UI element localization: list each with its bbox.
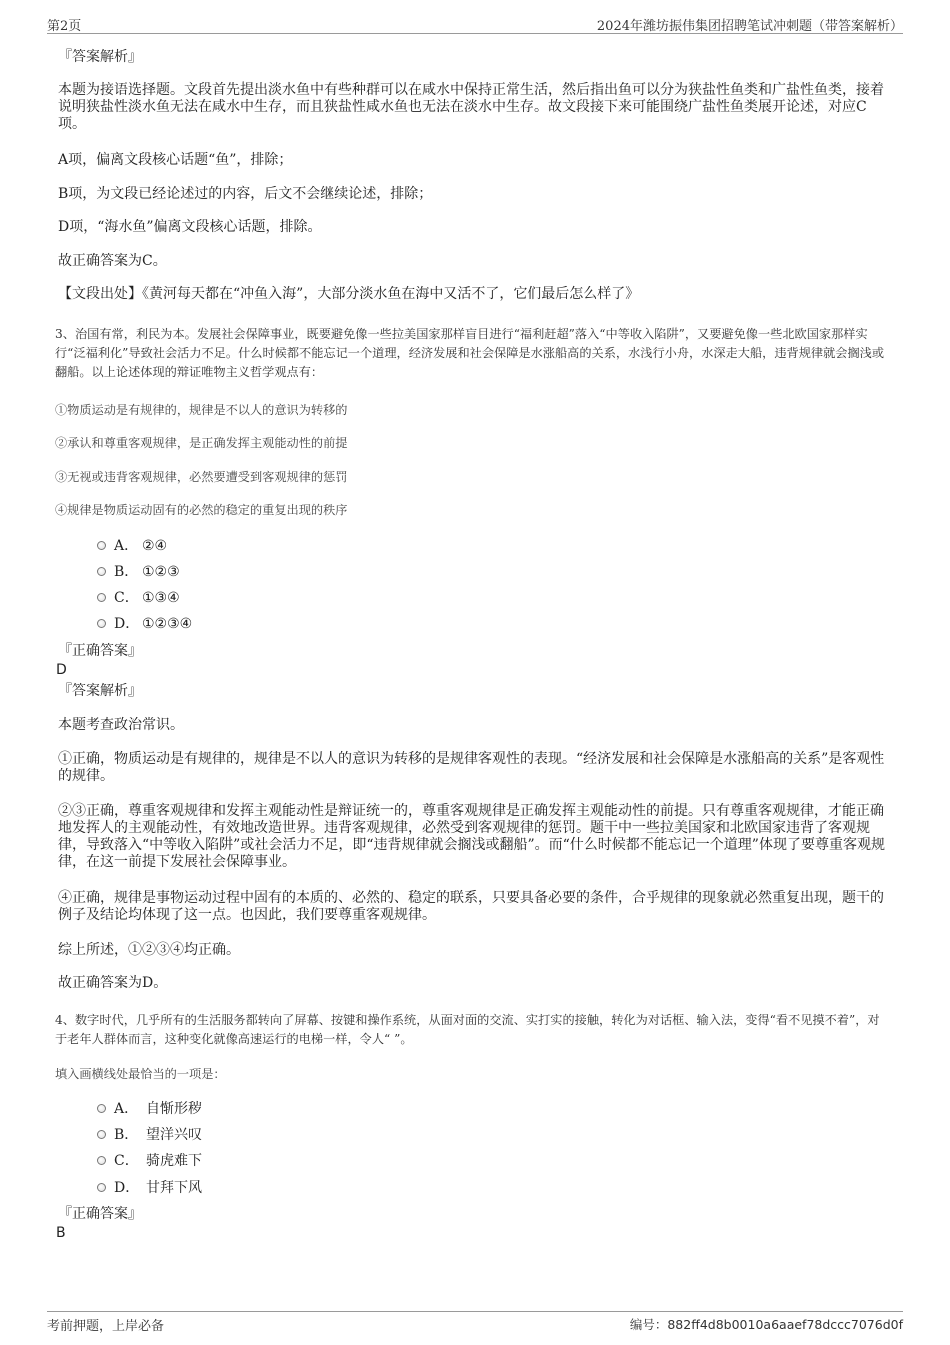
q4-option-d[interactable]: D． 甘拜下风 bbox=[97, 1180, 202, 1197]
q3-analysis-paragraph: ④正确，规律是事物运动过程中固有的本质的、必然的、稳定的联系，只要具备必要的条件，合乎规律的现象就必然重复出现，题干的例子及结论均体现了这一点。也因此，我们要尊重客观规律。 bbox=[58, 890, 884, 923]
q2-analysis-paragraph: 本题为接语选择题。文段首先提出淡水鱼中有些种群可以在咸水中保持正常生活，然后指出鱼可以分为狭盐性鱼类和广盐性鱼类，接着说明狭盐性淡水鱼无法在咸水中生存，而且狭盐性咸水鱼也无法在淡水中生存。故文段接下来可能围绕广盐性鱼类展开论述，对应C项。 bbox=[58, 82, 884, 132]
radio-icon[interactable] bbox=[97, 1183, 106, 1192]
q4-option-c[interactable]: C． 骑虎难下 bbox=[97, 1153, 202, 1170]
q2-analysis-paragraph: B项，为文段已经论述过的内容，后文不会继续论述，排除； bbox=[58, 186, 433, 202]
q3-statement: ②承认和尊重客观规律，是正确发挥主观能动性的前提 bbox=[55, 436, 348, 450]
radio-icon[interactable] bbox=[97, 1104, 106, 1113]
q4-option-a[interactable]: A． 自惭形秽 bbox=[97, 1101, 202, 1118]
q3-option-a[interactable]: A． ②④ bbox=[97, 538, 167, 555]
q4-stem: 4、数字时代，几乎所有的生活服务都转向了屏幕、按键和操作系统，从面对面的交流、实打实的接触，转化为对话框、输入法，变得“看不见摸不着”，对于老年人群体而言，这种变化就像高速运行的电梯一样，令人“ ”。 bbox=[55, 1013, 880, 1046]
page-number: 第2页 bbox=[47, 19, 82, 34]
q3-option-b[interactable]: B． ①②③ bbox=[97, 564, 180, 581]
radio-icon[interactable] bbox=[97, 541, 106, 550]
q3-statement: ①物质运动是有规律的，规律是不以人的意识为转移的 bbox=[55, 403, 348, 417]
q4-option-b[interactable]: B． 望洋兴叹 bbox=[97, 1127, 202, 1144]
q2-source: 【文段出处】《黄河每天都在“冲鱼入海”，大部分淡水鱼在海中又活不了，它们最后怎么样了》 bbox=[58, 286, 640, 302]
radio-icon[interactable] bbox=[97, 567, 106, 576]
radio-icon[interactable] bbox=[97, 1130, 106, 1139]
q3-analysis-paragraph: ②③正确，尊重客观规律和发挥主观能动性是辩证统一的，尊重客观规律是正确发挥主观能动性的前提。只有尊重客观规律，才能正确地发挥人的主观能动性，有效地改造世界。违背客观规律，必然受到客观规律的惩罚。题干中一些拉美国家和北欧国家违背了客观规律，导致落入“中等收入陷阱”或社会活力不足，即“违背规律就会搁浅或翻船”。而“什么时候都不能忘记一个道理”体现了要尊重客观规律，在这一前提下发展社会保障事业。 bbox=[58, 803, 885, 870]
radio-icon[interactable] bbox=[97, 619, 106, 628]
footer-slogan: 考前押题，上岸必备 bbox=[47, 1319, 165, 1334]
q4-prompt: 填入画横线处最恰当的一项是： bbox=[55, 1067, 226, 1081]
q3-analysis-paragraph: ①正确，物质运动是有规律的，规律是不以人的意识为转移的是规律客观性的表现。“经济发展和社会保障是水涨船高的关系”是客观性的规律。 bbox=[58, 751, 885, 784]
page-footer bbox=[47, 1311, 903, 1334]
document-title: 2024年潍坊振伟集团招聘笔试冲刺题（带答案解析） bbox=[596, 19, 903, 34]
document-code: 编号：882ff4d8b0010a6aaef78dccc7076d0f bbox=[629, 1317, 903, 1332]
radio-icon[interactable] bbox=[97, 1156, 106, 1165]
page-header bbox=[47, 14, 903, 34]
q3-answer: D bbox=[56, 662, 67, 678]
q4-answer-label: 『正确答案』 bbox=[58, 1206, 142, 1222]
q2-analysis-paragraph: 故正确答案为C。 bbox=[58, 253, 167, 269]
q3-analysis-label: 『答案解析』 bbox=[58, 683, 142, 699]
q2-analysis-label: 『答案解析』 bbox=[58, 49, 142, 65]
q3-analysis-paragraph: 综上所述，①②③④均正确。 bbox=[58, 942, 240, 958]
q3-statement: ④规律是物质运动固有的必然的稳定的重复出现的秩序 bbox=[55, 503, 348, 517]
q3-analysis-paragraph: 本题考查政治常识。 bbox=[58, 717, 184, 733]
q3-option-d[interactable]: D． ①②③④ bbox=[97, 616, 192, 633]
q2-analysis-paragraph: A项，偏离文段核心话题“鱼”，排除； bbox=[58, 152, 293, 168]
q3-analysis-paragraph: 故正确答案为D。 bbox=[58, 975, 168, 991]
q3-stem: 3、治国有常，利民为本。发展社会保障事业，既要避免像一些拉美国家那样盲目进行“福利赶超”落入“中等收入陷阱”，又要避免像一些北欧国家那样实行“泛福利化”导致社会活力不足。什么时候都不能忘记一个道理，经济发展和社会保障是水涨船高的关系，水浅行小舟，水深走大船，违背规律就会搁浅或翻船。以上论述体现的辩证唯物主义哲学观点有： bbox=[55, 327, 885, 379]
q3-statement: ③无视或违背客观规律，必然要遭受到客观规律的惩罚 bbox=[55, 470, 348, 484]
q4-answer: B bbox=[56, 1225, 66, 1241]
q3-answer-label: 『正确答案』 bbox=[58, 643, 142, 659]
q3-option-c[interactable]: C． ①③④ bbox=[97, 590, 180, 607]
q2-analysis-paragraph: D项，“海水鱼”偏离文段核心话题，排除。 bbox=[58, 219, 322, 235]
radio-icon[interactable] bbox=[97, 593, 106, 602]
